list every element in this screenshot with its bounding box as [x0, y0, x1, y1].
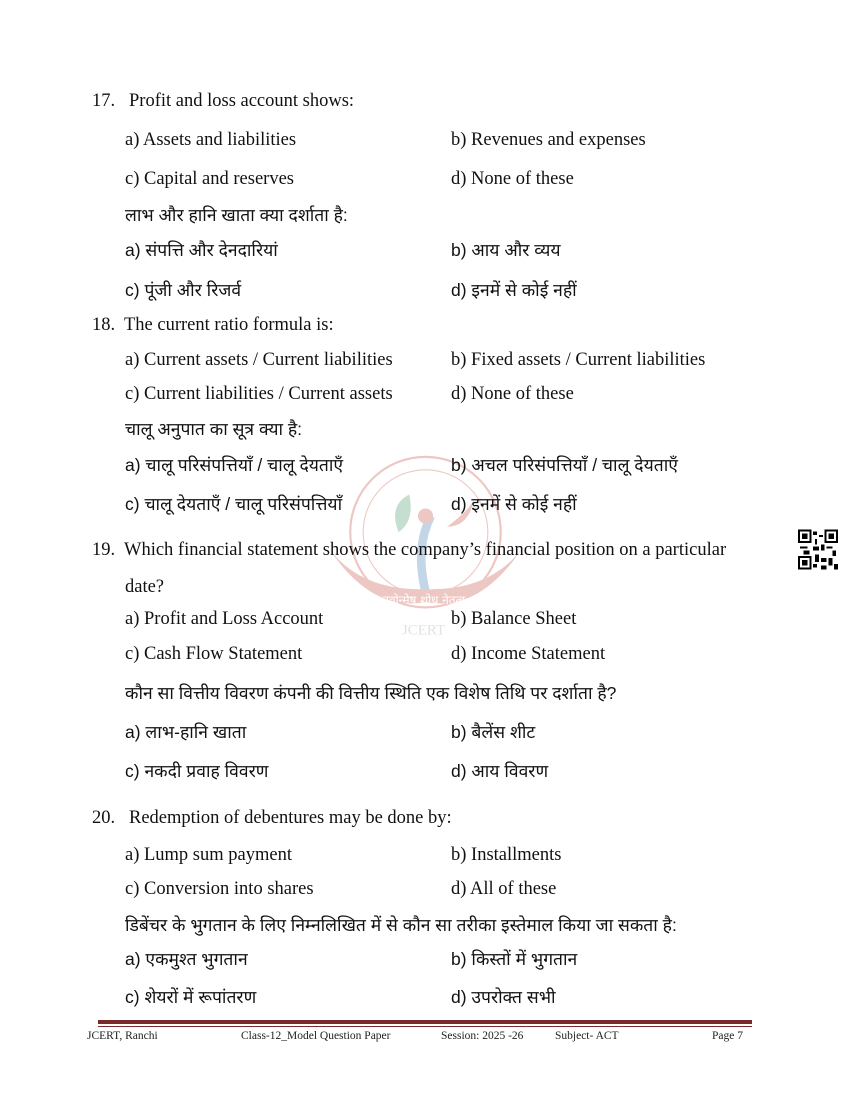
question-number: 20. — [92, 808, 116, 828]
option-c: c) Capital and reserves — [125, 169, 294, 189]
hindi-option-c: c) पूंजी और रिजर्व — [125, 280, 242, 300]
hindi-question-text: चालू अनुपात का सूत्र क्या है: — [125, 419, 303, 439]
question-text: Which financial statement shows the company’s financial position on a particular — [124, 540, 727, 560]
hindi-option-b: b) अचल परिसंपत्तियाँ / चालू देयताएँ — [451, 455, 678, 475]
footer-page-number: Page 7 — [712, 1030, 743, 1042]
footer-rule — [98, 1020, 752, 1024]
footer-rule-thin — [98, 1026, 752, 1027]
hindi-option-d: d) आय विवरण — [451, 761, 549, 781]
hindi-question-text: डिबेंचर के भुगतान के लिए निम्नलिखित में से कौन सा तरीका इस्तेमाल किया जा सकता है: — [125, 915, 677, 935]
qr-code[interactable] — [798, 529, 838, 570]
option-c: c) Cash Flow Statement — [125, 644, 303, 664]
option-d: d) None of these — [451, 384, 574, 404]
hindi-option-c: c) शेयरों में रूपांतरण — [125, 987, 257, 1007]
hindi-option-d: d) उपरोक्त सभी — [451, 987, 556, 1007]
option-c: c) Current liabilities / Current assets — [125, 384, 393, 404]
question-text: Redemption of debentures may be done by: — [129, 808, 452, 828]
hindi-question-text: कौन सा वित्तीय विवरण कंपनी की वित्तीय स्थिति एक विशेष तिथि पर दर्शाता है? — [125, 683, 617, 703]
footer-org: JCERT, Ranchi — [87, 1030, 158, 1042]
question-text-continued: date? — [125, 577, 165, 597]
hindi-option-c: c) चालू देयताएँ / चालू परिसंपत्तियाँ — [125, 494, 343, 514]
option-b: b) Balance Sheet — [451, 609, 577, 629]
svg-text:नवोन्मेष शोध नेतृत्व: नवोन्मेष शोध नेतृत्व — [382, 593, 466, 608]
hindi-option-a: a) एकमुश्त भुगतान — [125, 949, 248, 969]
option-b: b) Revenues and expenses — [451, 130, 646, 150]
option-d: d) All of these — [451, 879, 557, 899]
option-d: d) Income Statement — [451, 644, 606, 664]
option-a: a) Lump sum payment — [125, 845, 292, 865]
option-a: a) Assets and liabilities — [125, 130, 297, 150]
question-number: 17. — [92, 91, 116, 111]
question-text: The current ratio formula is: — [124, 315, 334, 335]
hindi-option-d: d) इनमें से कोई नहीं — [451, 494, 577, 514]
question-number: 18. — [92, 315, 116, 335]
option-a: a) Current assets / Current liabilities — [125, 350, 393, 370]
option-a: a) Profit and Loss Account — [125, 609, 324, 629]
question-number: 19. — [92, 540, 116, 560]
option-b: b) Installments — [451, 845, 562, 865]
option-b: b) Fixed assets / Current liabilities — [451, 350, 706, 370]
footer-session: Session: 2025 -26 — [441, 1030, 524, 1042]
option-c: c) Conversion into shares — [125, 879, 314, 899]
footer-subject: Subject- ACT — [555, 1030, 619, 1042]
svg-text:JCERT: JCERT — [401, 622, 446, 639]
option-d: d) None of these — [451, 169, 574, 189]
hindi-option-a: a) लाभ-हानि खाता — [125, 722, 247, 742]
hindi-option-b: b) आय और व्यय — [451, 240, 561, 260]
hindi-option-c: c) नकदी प्रवाह विवरण — [125, 761, 269, 781]
hindi-option-a: a) चालू परिसंपत्तियाँ / चालू देयताएँ — [125, 455, 344, 475]
footer-paper: Class-12_Model Question Paper — [241, 1030, 391, 1042]
hindi-option-d: d) इनमें से कोई नहीं — [451, 280, 577, 300]
hindi-question-text: लाभ और हानि खाता क्या दर्शाता है: — [125, 205, 348, 225]
hindi-option-a: a) संपत्ति और देनदारियां — [125, 240, 278, 260]
hindi-option-b: b) किस्तों में भुगतान — [451, 949, 578, 969]
hindi-option-b: b) बैलेंस शीट — [451, 722, 536, 742]
question-text: Profit and loss account shows: — [129, 91, 355, 111]
